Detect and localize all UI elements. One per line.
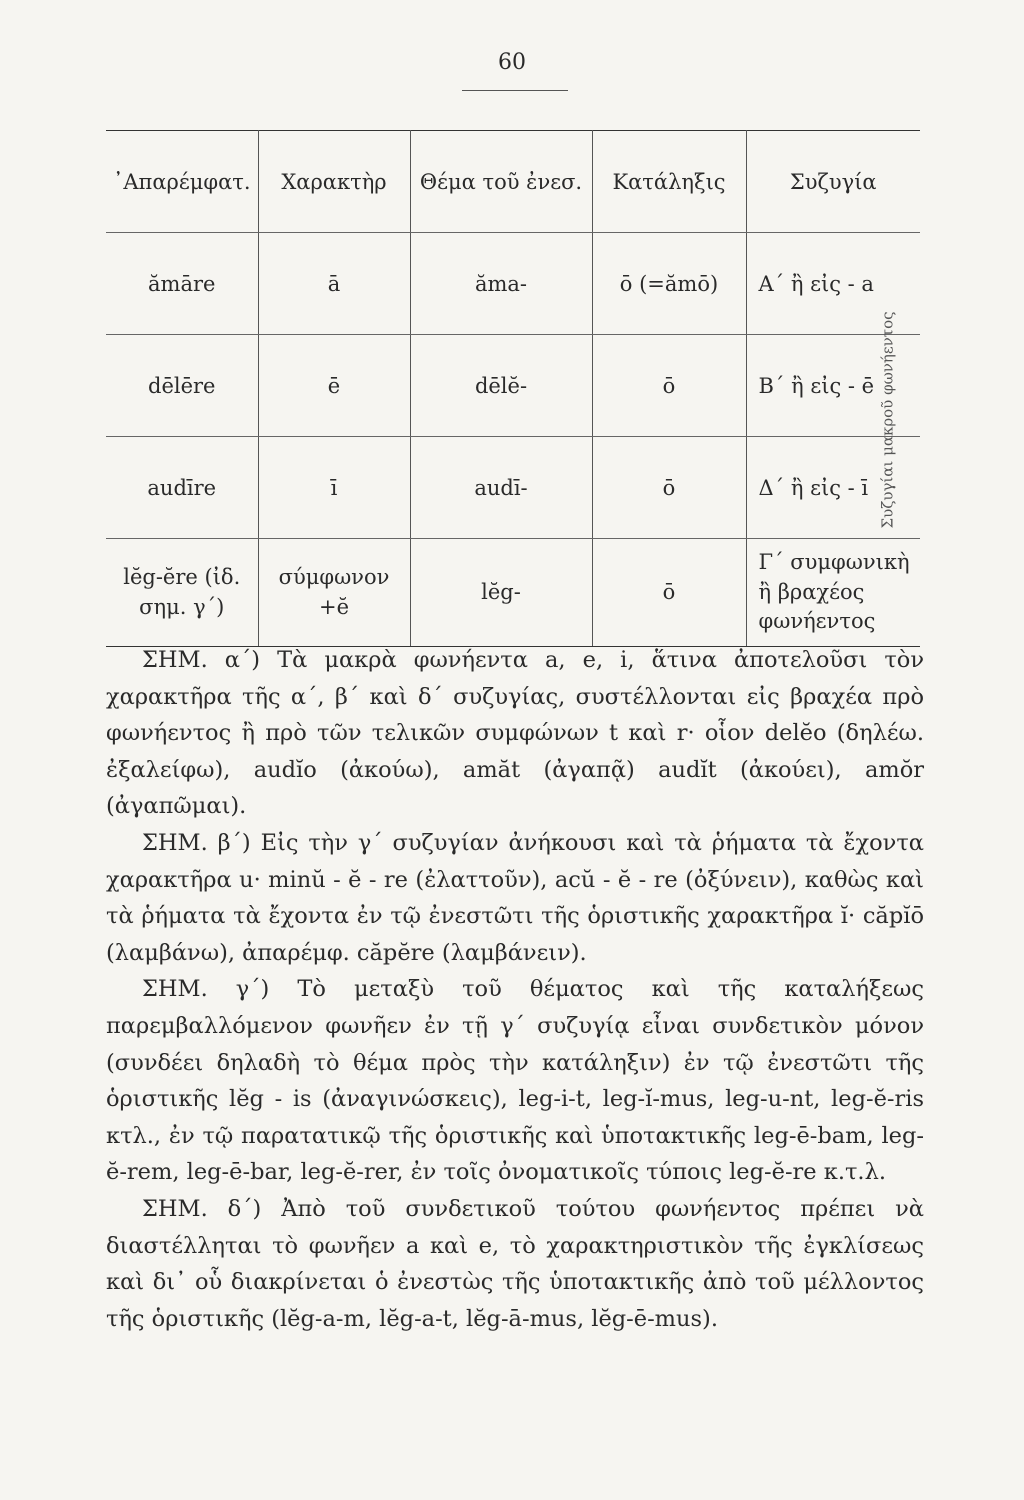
- note-paragraph: ΣΗΜ. β´) Εἰς τὴν γ´ συζυγίαν ἀνήκουσι καὶ τὰ ῥήματα τὰ ἔχοντα χαρακτῆρα u· minŭ - ĕ - re (ἐλαττοῦν), acŭ - ĕ - re (ὀξύνειν), καθὼς καὶ τὰ ῥήματα τὰ ἔχοντα ἐν τῷ ἐνεστῶτι τῆς ὁριστικῆς χαρακτῆρα ĭ· căpĭō (λαμβάνω), ἀπαρέμφ. căpĕre (λαμβάνειν).: [106, 829, 924, 966]
- header-conjugation: Συζυγία: [746, 131, 920, 233]
- cell-conjugation: Δ´ ἢ εἰς - ī: [746, 437, 920, 539]
- table-row: [106, 437, 920, 539]
- cell-stem: lĕg-: [410, 539, 592, 647]
- cell-conjugation: Γ´ συμφωνικὴ ἢ βραχέος φωνήεντος: [746, 539, 920, 647]
- side-label-text: Συζυγίαι μακροῦ φωνήεντος: [879, 311, 898, 529]
- cell-stem: ăma-: [410, 233, 592, 335]
- cell-character: σύμφωνον +ĕ: [258, 539, 410, 647]
- note-paragraph: ΣΗΜ. γ´) Τὸ μεταξὺ τοῦ θέματος καὶ τῆς καταλήξεως παρεμβαλλόμενον φωνῆεν ἐν τῇ γ´ συζυγίᾳ εἶναι συνδετικὸν μόνον (συνδέει δηλαδὴ τὸ θέμα πρὸς τὴν κατάληξιν) ἐν τῷ ἐνεστῶτι τῆς ὁριστικῆς lĕg - is (ἀναγινώσκεις), leg-i-t, leg-ĭ-mus, leg-u-nt, leg-ĕ-ris κτλ., ἐν τῷ παρατατικῷ τῆς ὁριστικῆς καὶ ὑποτακτικῆς leg-ē-bam, leg-ĕ-rem, leg-ē-bar, leg-ĕ-rer, ἐν τοῖς ὀνοματικοῖς τύποις leg-ĕ-re κ.τ.λ.: [106, 976, 924, 1186]
- cell-character: ē: [258, 335, 410, 437]
- cell-ending: ō (=ămō): [592, 233, 746, 335]
- header-present-stem: Θέμα τοῦ ἐνεσ.: [410, 131, 592, 233]
- header-character: Χαρακτὴρ: [258, 131, 410, 233]
- table-header-row: [106, 131, 920, 233]
- cell-conjugation: Β´ ἢ εἰς - ē: [746, 335, 920, 437]
- table-row: [106, 539, 920, 647]
- cell-infinitive: ămāre: [106, 233, 258, 335]
- side-label: [868, 250, 908, 590]
- notes-section: [106, 642, 924, 1337]
- header-ending: Κατάληξις: [592, 131, 746, 233]
- cell-character: ī: [258, 437, 410, 539]
- cell-infinitive: dēlēre: [106, 335, 258, 437]
- cell-character: ā: [258, 233, 410, 335]
- table-row: [106, 335, 920, 437]
- note-paragraph: ΣΗΜ. δ´) Ἀπὸ τοῦ συνδετικοῦ τούτου φωνήεντος πρέπει νὰ διαστέλληται τὸ φωνῆεν a καὶ e, τὸ χαρακτηριστικὸν τῆς ἐγκλίσεως καὶ δι᾿ οὗ διακρίνεται ὁ ἐνεστὼς τῆς ὑποτακτικῆς ἀπὸ τοῦ μέλλοντος τῆς ὁριστικῆς (lĕg-a-m, lĕg-a-t, lĕg-ā-mus, lĕg-ē-mus).: [106, 1195, 924, 1332]
- cell-ending: ō: [592, 335, 746, 437]
- cell-infinitive: audīre: [106, 437, 258, 539]
- table-row: [106, 233, 920, 335]
- cell-ending: ō: [592, 539, 746, 647]
- page-number-rule: [462, 90, 568, 91]
- cell-ending: ō: [592, 437, 746, 539]
- page-number: 60: [498, 50, 526, 75]
- note-paragraph: ΣΗΜ. α´) Τὰ μακρὰ φωνήεντα a, e, i, ἅτινα ἀποτελοῦσι τὸν χαρακτῆρα τῆς α´, β´ καὶ δ´ συζυγίας, συστέλλονται εἰς βραχέα πρὸ φωνήεντος ἢ πρὸ τῶν τελικῶν συμφώνων t καὶ r· οἷον delĕo (δηλέω. ἐξαλείφω), audĭo (ἀκούω), amăt (ἀγαπᾷ) audĭt (ἀκούει), amŏr (ἀγαπῶμαι).: [106, 647, 924, 820]
- cell-stem: dēlĕ-: [410, 335, 592, 437]
- cell-infinitive: lĕg-ĕre (ἰδ. σημ. γ´): [106, 539, 258, 647]
- cell-stem: audī-: [410, 437, 592, 539]
- header-infinitive: ᾿Απαρέμφατ.: [106, 131, 258, 233]
- cell-conjugation: Α´ ἢ εἰς - a: [746, 233, 920, 335]
- conjugation-table: [106, 130, 920, 647]
